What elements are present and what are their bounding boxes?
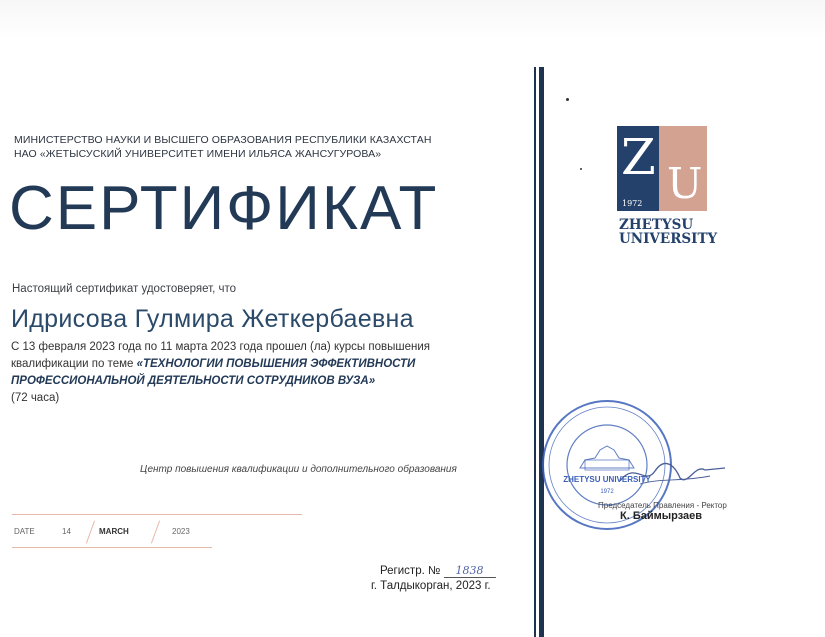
- course-hours: (72 часа): [11, 392, 60, 404]
- course-description: [11, 339, 511, 390]
- logo-letter-z: Z: [621, 128, 656, 186]
- date-year: 2023: [172, 527, 190, 536]
- topic-title-part-1: «ТЕХНОЛОГИИ ПОВЫШЕНИЯ ЭФФЕКТИВНОСТИ: [136, 358, 416, 370]
- signatory-title: Председатель Правления - Ректор: [598, 501, 727, 510]
- ministry-line-1: МИНИСТЕРСТВО НАУКИ И ВЫСШЕГО ОБРАЗОВАНИЯ РЕСПУБЛИКИ КАЗАХСТАН: [14, 134, 432, 146]
- university-logo: [617, 126, 707, 216]
- vertical-divider-thin: [534, 67, 536, 637]
- ministry-line-2: НАО «ЖЕТЫСУСКИЙ УНИВЕРСИТЕТ ИМЕНИ ИЛЬЯСА ЖАНСУГУРОВА»: [14, 148, 382, 160]
- stamp-center-text: ZHETYSU UNIVERSITY: [563, 475, 651, 484]
- speck: [580, 168, 582, 170]
- registration-label: Регистр. №: [380, 565, 441, 577]
- vertical-divider-thick: [539, 67, 544, 637]
- city-year: г. Талдыкорган, 2023 г.: [371, 580, 491, 592]
- ministry-header: [14, 133, 432, 161]
- date-label: DATE: [14, 527, 35, 536]
- university-name-line-2: UNIVERSITY: [619, 231, 718, 247]
- recipient-name: Идрисова Гулмира Жеткербаевна: [11, 305, 414, 333]
- date-block: [12, 514, 312, 548]
- course-topic-line: [11, 356, 511, 373]
- date-day: 14: [62, 527, 71, 536]
- rector-signature: [600, 456, 730, 496]
- certificate-title: СЕРТИФИКАТ: [9, 174, 439, 243]
- logo-letter-u: U: [667, 159, 703, 208]
- date-divider-bottom: [12, 547, 212, 548]
- date-divider-top: [12, 514, 302, 515]
- university-name-line-1: ZHETYSU: [619, 217, 694, 233]
- date-separator: [86, 521, 95, 544]
- registration-number: [380, 564, 496, 578]
- registration-value: 1838: [444, 564, 496, 578]
- course-dates-line: С 13 февраля 2023 года по 11 марта 2023 года прошел (ла) курсы повышения: [11, 341, 430, 353]
- logo-year: 1972: [622, 199, 643, 208]
- stamp-year: 1972: [600, 489, 614, 495]
- university-name: [619, 218, 717, 246]
- speck: [566, 98, 569, 101]
- issuing-center: Центр повышения квалификации и дополнительного образования: [140, 464, 457, 475]
- topic-title-part-2: ПРОФЕССИОНАЛЬНОЙ ДЕЯТЕЛЬНОСТИ СОТРУДНИКОВ ВУЗА»: [11, 375, 376, 387]
- intro-text: Настоящий сертификат удостоверяет, что: [12, 283, 237, 295]
- date-month: MARCH: [99, 527, 129, 536]
- date-separator: [151, 521, 160, 544]
- signatory-name: К. Баймырзаев: [620, 510, 703, 522]
- topic-prefix: квалификации по теме: [11, 358, 137, 370]
